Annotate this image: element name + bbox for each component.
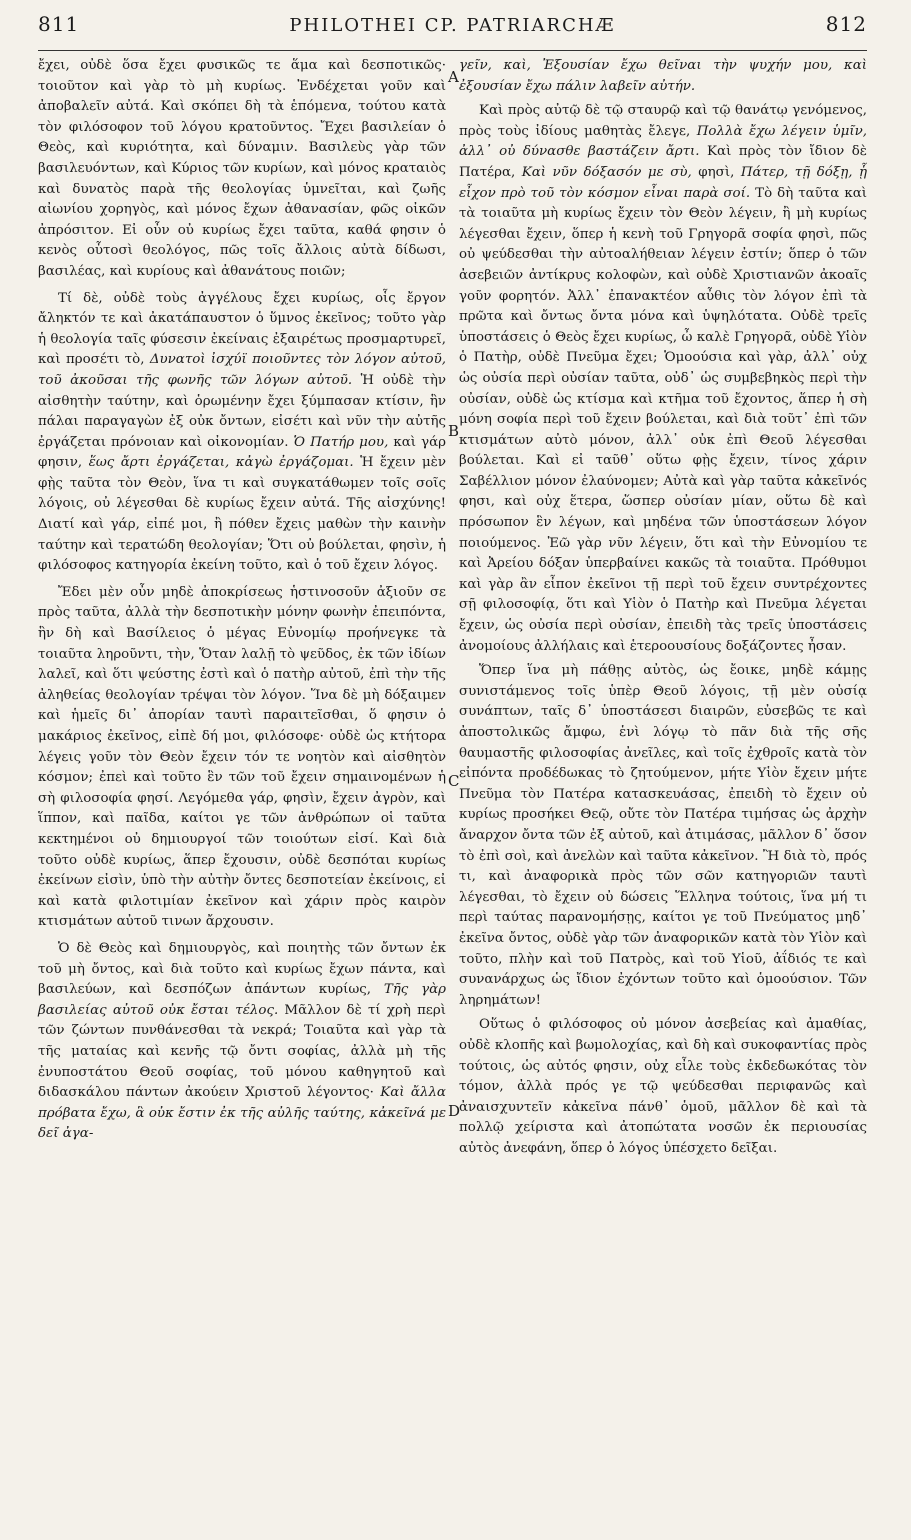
text-run: καὶ γάρ φησιν,: [38, 434, 446, 471]
paragraph: Ἔδει μὲν οὖν μηδὲ ἀποκρίσεως ἡστινοσοῦν ἀξιοῦν σε πρὸς ταῦτα, ἀλλὰ τὴν δεσποτικὴν μόνην φωνὴν ἐπειπόντα, ἣν δὴ καὶ Βασίλειος ὁ μέγας Εὐνομίῳ προήνεγκε τὰ τοιαῦτα ληροῦντι, τὴν, Ὅταν λαλῇ τὸ ψεῦδος, ἐκ τῶν ἰδίων λαλεῖ, καὶ ὅτι ψεύστης ἐστὶ καὶ ὁ πατὴρ αὐτοῦ, ἐπὶ τὴν τῆς ἀληθείας θεολογίαν τρέψαι τὸν λόγον. Ἵνα δὲ μὴ δόξαιμεν καὶ ἡμεῖς δι᾽ ἀπορίαν ταυτὶ παραιτεῖσθαι, ὅ φησιν ὁ μακάριος ἐκεῖνος, εἰπὲ δή μοι, φιλόσοφε· οὐδὲ ὡς κτήτορα λέγεις γοῦν τὸν Θεὸν ἔχειν τόν τε νοητὸν καὶ αἰσθητὸν κόσμον; ἐπεὶ καὶ τοῦτο ἓν τῶν τοῦ ἔχειν σημαινομένων ἡ σὴ φιλοσοφία φησί. Λεγόμεθα γάρ, φησὶν, ἔχειν ἀγρὸν, καὶ ἵππον, καὶ παῖδα, καίτοι γε τῶν ἀνθρώπων οἱ ταῦτα κεκτημένοι οὐ δημιουργοί τῶν τοιούτων εἰσί. Καὶ διὰ τοῦτο οὐδὲ κυρίως, ἅπερ ἔχουσιν, οὐδὲ δεσπόται κυρίως ἐκείνων εἰσὶν, ὑπὸ τὴν αὐτὴν ὄντες δεσποτείαν ἐκείνοις, εἰ καὶ κατὰ φιλοτιμίαν ἐκεῖνον καὶ χάριν πρὸς καιρὸν κτισμάτων αὐτοῦ τινων ἄρχουσιν.: [38, 584, 446, 930]
margin-letter-d: D: [448, 1102, 461, 1120]
text-run: Ἡ οὐδὲ τὴν αἰσθητὴν ταύτην, καὶ ὁρωμένην ἔχει ξύμπασαν κτίσιν, ἣν πάλαι παραγαγὼν ἐξ οὐκ ὄντων, εἰσέτι καὶ νῦν τὴν αὐτῆς ἐργάζεται πρόνοιαν καὶ οἰκονομίαν.: [38, 372, 446, 450]
paragraph: [459, 56, 867, 97]
paragraph: Οὕτως ὁ φιλόσοφος οὐ μόνον ἀσεβείας καὶ ἀμαθίας, οὐδὲ κλοπῆς καὶ βωμολοχίας, καὶ δὴ καὶ συκοφαντίας πρὸς τούτοις, ὡς αὐτός φησιν, οὐχ εἶλε τοὺς ἐκδεδωκότας τὸν τόμον, ἀλλὰ πρός γε τῷ ψεύδεσθαι περιφανῶς καὶ ἀναισχυντεῖν κἀκεῖνα πάνθ᾽ ὁμοῦ, μᾶλλον δὲ καὶ τὰ πολλῷ χείριστα καὶ ἀτοπώτατα νοσῶν ἐκ περιουσίας αὐτὸς ἀνεφάνη, ὅπερ ὁ λόγος ὑπέσχετο δεῖξαι.: [459, 1017, 867, 1156]
paragraph: ἔχει, οὐδὲ ὅσα ἔχει φυσικῶς τε ἅμα καὶ δεσποτικῶς· τοιοῦτον καὶ γὰρ τὸ μὴ κυρίως. Ἐνδέχεται γοῦν καὶ ἀποβαλεῖν αὐτά. Καὶ σκόπει δὴ τὰ ἑπόμενα, τούτου κατὰ τὸν φιλόσοφον τοῦ λόγου κρατοῦντος. Ἔχει βασιλείαν ὁ Θεὸς, καὶ κυριότητα, καὶ δύναμιν. Βασιλεὺς γὰρ τῶν βασιλευόντων, καὶ Κύριος τῶν κυρίων, καὶ μόνος κραταιὸς καὶ δυνατὸς παρὰ τῆς θεολογίας ὑμνεῖται, καὶ ζωῆς αἰωνίου χορηγὸς, καὶ μόνος ἔχων ἀθανασίαν, φῶς οἰκῶν ἀπρόσιτον. Εἰ οὖν οὐ κυρίως ἔχει ταῦτα, καθά φησιν ὁ κενὸς οὗτοσὶ θεολόγος, πῶς τοῖς ἄλλοις αὐτὰ δίδωσι, βασιλέας, καὶ κυρίους καὶ ἀθανάτους ποιῶν;: [38, 58, 446, 279]
scripture-quote: γεῖν, καὶ, Ἐξουσίαν ἔχω θεῖναι τὴν ψυχήν μου, καὶ ἐξουσίαν ἔχω πάλιν λαβεῖν αὐτήν.: [459, 58, 867, 94]
running-head: [38, 12, 867, 46]
page-number-left: 811: [38, 12, 80, 36]
header-rule: [38, 50, 867, 51]
text-run: Τί δὲ, οὐδὲ τοὺς ἀγγέλους ἔχει κυρίως, οἷς ἔργον ἄληκτόν τε καὶ ἀκατάπαυστον ὁ ὕμνος ἐκεῖνος; τοῦτο γὰρ ἡ θεολογία ταῖς φύσεσιν ἐκείναις ἐξαιρέτως προσμαρτυρεῖ, καὶ προσέτι τὸ,: [38, 290, 446, 368]
scripture-quote: Καὶ νῦν δόξασόν με σὺ,: [521, 164, 692, 180]
paragraph: [38, 289, 446, 577]
text-run: Ὁ δὲ Θεὸς καὶ δημιουργὸς, καὶ ποιητὴς τῶν ὄντων ἐκ τοῦ μὴ ὄντος, καὶ διὰ τοῦτο καὶ κυρίως ἔχων πάντα, καὶ βασιλεύων, καὶ δεσπόζων ἁπάντων κυρίως,: [38, 940, 446, 998]
right-column: [459, 56, 867, 1159]
paragraph: [459, 101, 867, 657]
margin-letter-b: B: [448, 422, 460, 440]
margin-letter-c: C: [448, 772, 460, 790]
text-columns: [38, 56, 867, 1480]
text-run: Μᾶλλον δὲ τί χρὴ περὶ τῶν ζώντων πυνθάνεσθαι τὰ νεκρά; Τοιαῦτα καὶ γὰρ τὰ τῆς ματαίας καὶ κενῆς τῷ ὄντι σοφίας, ἀλλὰ μὴ τῆς ἐνυποστάτου Θεοῦ σοφίας, τοῦ μόνου καθηγητοῦ καὶ διδασκάλου πάντων ἀκούειν Χριστοῦ λέγοντος·: [38, 1002, 446, 1101]
scripture-quote: Ὁ Πατήρ μου,: [293, 434, 389, 450]
left-column: [38, 56, 446, 1145]
text-run: Καὶ πρὸς τὸν ἴδιον δὲ Πατέρα,: [459, 144, 867, 180]
text-run: Τὸ δὴ ταῦτα καὶ τὰ τοιαῦτα μὴ κυρίως ἔχειν τὸν Θεὸν λέγειν, ἢ μὴ κυρίως λέγεσθαι ἔχειν, ὅπερ ἡ κενὴ τοῦ Γρηγορᾶ σοφία φησὶ, πῶς οὐ ψεύδεσθαι τὴν αὐτοαλήθειαν λέγειν ἐστίν; ὅπερ ὁ τῶν ἀσεβειῶν ἀντίκρυς κολοφὼν, καὶ οὐδὲ Χριστιανῶν ἀκοαῖς γοῦν φορητόν. Ἀλλ᾽ ἐπανακτέον αὖθις τὸν λόγον ἐπὶ τὰ πρῶτα καὶ ὄντως ὄντα μόνα καὶ ὑψηλότατα. Οὐδὲ τρεῖς ὑποστάσεις ὁ Θεὸς ἔχει κυρίως, ὦ καλὲ Γρηγορᾶ, οὐδὲ Υἱὸν ὁ Πατὴρ, οὐδὲ Πνεῦμα ἔχει; Ὁμοούσια καὶ γὰρ, ἀλλ᾽ οὐχ ὡς οὐσία περὶ οὐσίαν ταῦτα, οὐδ᾽ ὡς συμβεβηκὸς περὶ τὴν οὐσίαν, οὐδὲ ὡς κτίσμα καὶ κτῆμα τοῦ ἔχοντος, ἅπερ ἡ σὴ μόνη σοφία περὶ τοῦ ἔχειν βούλεται, καὶ διὰ τοῦτ᾽ ἐπὶ τῶν κτισμάτων αὐτὸ μόνον, ἀλλ᾽ οὐκ ἐπὶ Θεοῦ λέγεσθαι βούλεται. Καὶ εἰ ταῦθ᾽ οὕτω φῂς ἔχειν, τίνος χάριν Σαβέλλιον μόνον ἐλαύνομεν; Αὐτὰ καὶ γὰρ ταῦτα κἀκεῖνός φησι, καὶ οὐχ ἕτερα, ὥσπερ οὐσίαν μίαν, οὕτω δὲ καὶ πρόσωπον ἓν λέγων, καὶ μηδένα τῶν ὑποστάσεων λόγον ποιούμενος. Ἐῶ γὰρ νῦν λέγειν, ὅτι καὶ τὴν Εὐνομίου τε καὶ Ἀρείου δόξαν ὑπερβαίνει κακῶς τὰ τοιαῦτα. Πρόθυμοι καὶ γὰρ ἂν εἶπον ἐκεῖνοι τῇ περὶ τοῦ ἔχειν συντρέχοντες σῇ φιλοσοφίᾳ, ὅτι καὶ Υἱὸν ὁ Πατὴρ καὶ Πνεῦμα λέγεται ἔχειν, ὡς οὐσία περὶ οὐσίαν, ἐπειδὴ τὰς τρεῖς ὑποστάσεις ἀνομοίους ἀλλήλαις καὶ ἑτεροουσίους δοξάζοντες ἦσαν.: [459, 185, 867, 654]
paragraph: Ὅπερ ἵνα μὴ πάθῃς αὐτὸς, ὡς ἔοικε, μηδὲ κάμῃς συνιστάμενος τοῖς ὑπὲρ Θεοῦ λόγοις, τῇ μὲν οὐσίᾳ συνάπτων, ταῖς δ᾽ ὑποστάσεσι διαιρῶν, εὐσεβῶς τε καὶ ἀποστολικῶς ἄμφω, ἑνὶ λόγῳ τὸ πᾶν διὰ τῆς σῆς θαυμαστῆς φιλοσοφίας ἀνεῖλες, καὶ τοῖς ἐχθροῖς κατὰ τὸν εἰπόντα προδέδωκας τὸ ζητούμενον, μήτε Υἱὸν ἔχειν μήτε Πνεῦμα τὸν Πατέρα κατασκευάσας, ἐπειδὴ τὸ ἔχειν οὐ κυρίως προσήκει Θεῷ, οὔτε τὸν Πατέρα τιμήσας ὡς ἀρχὴν ἄναρχον ὄντα τῶν ἐξ αὐτοῦ, καὶ ἀτιμάσας, μᾶλλον δ᾽ ὅσον τὸ ἐπὶ σοὶ, καὶ ἀνελὼν καὶ ταῦτα κἀκεῖνον. Ἢ διὰ τὸ, πρός τι, καὶ ἀναφορικὰ πρὸς τῶν σῶν κατηγοριῶν ταυτὶ λέγεσθαι, τὸ ἔχειν οὐ δώσεις Ἕλληνα τούτοις, ἵνα μή τι περὶ ταύτας παρανομήσῃς, καίτοι γε τοῦ Πνεύματος μηδ᾽ ἐκεῖνα ὄντος, οὐδὲ γὰρ τῶν ἀναφορικῶν κατὰ τὸν Υἱὸν καὶ τοῦτο, πλὴν καὶ τοῦ Πατρὸς, καὶ τοῦ Υἱοῦ, ἀΐδιός τε καὶ συνανάρχως ὡς ἴδιον ἐχόντων τοῦτο καὶ ὁμοούσιον. Τῶν ληρημάτων!: [459, 663, 867, 1008]
text-run: Καὶ πρὸς αὐτῷ δὲ τῷ σταυρῷ καὶ τῷ θανάτῳ γενόμενος, πρὸς τοὺς ἰδίους μαθητὰς ἔλεγε,: [459, 103, 867, 139]
scripture-quote: Καὶ ἄλλα πρόβατα ἔχω, ἃ οὐκ ἔστιν ἐκ τῆς αὐλῆς ταύτης, κἀκεῖνά με δεῖ ἀγα-: [38, 1085, 446, 1142]
text-run: φησὶ,: [691, 164, 741, 180]
scripture-quote: ἕως ἄρτι ἐργάζεται, κἀγὼ ἐργάζομαι.: [88, 455, 354, 471]
running-title: PHILOTHEI CP. PATRIARCHÆ: [289, 15, 616, 36]
scripture-quote: Πάτερ, τῇ δόξῃ, ᾗ εἶχον πρὸ τοῦ τὸν κόσμον εἶναι παρὰ σοί.: [459, 164, 867, 201]
scripture-quote: Τῆς γὰρ βασιλείας αὐτοῦ οὐκ ἔσται τέλος.: [38, 982, 446, 1018]
page-number-right: 812: [825, 12, 867, 36]
margin-letter-a: A: [448, 68, 459, 86]
text-run: Ἡ ἔχειν μὲν φῂς ταῦτα τὸν Θεὸν, ἵνα τι καὶ συγκατάθωμεν τοῖς σοῖς λόγοις, οὐ λέγεσθαι δὲ κυρίως ἔχειν αὐτά. Τῆς αἰσχύνης! Διατί καὶ γάρ, εἰπέ μοι, ἢ πόθεν ἔχεις μαθὼν τὴν καινὴν ταύτην καὶ τερατώδη θεολογίαν; Ὅτι οὐ βούλεται, φησὶν, ἡ φιλόσοφος κατηγορία ἐκείνη τοῦτο, καὶ ὁ τοῦ ἔχειν λόγος.: [38, 455, 446, 574]
scripture-quote: Πολλὰ ἔχω λέγειν ὑμῖν, ἀλλ᾽ οὐ δύνασθε βαστάζειν ἄρτι.: [459, 123, 867, 160]
paragraph: [38, 939, 446, 1145]
scripture-quote: Δυνατοὶ ἰσχύϊ ποιοῦντες τὸν λόγον αὐτοῦ, τοῦ ἀκοῦσαι τῆς φωνῆς τῶν λόγων αὐτοῦ.: [38, 352, 446, 388]
